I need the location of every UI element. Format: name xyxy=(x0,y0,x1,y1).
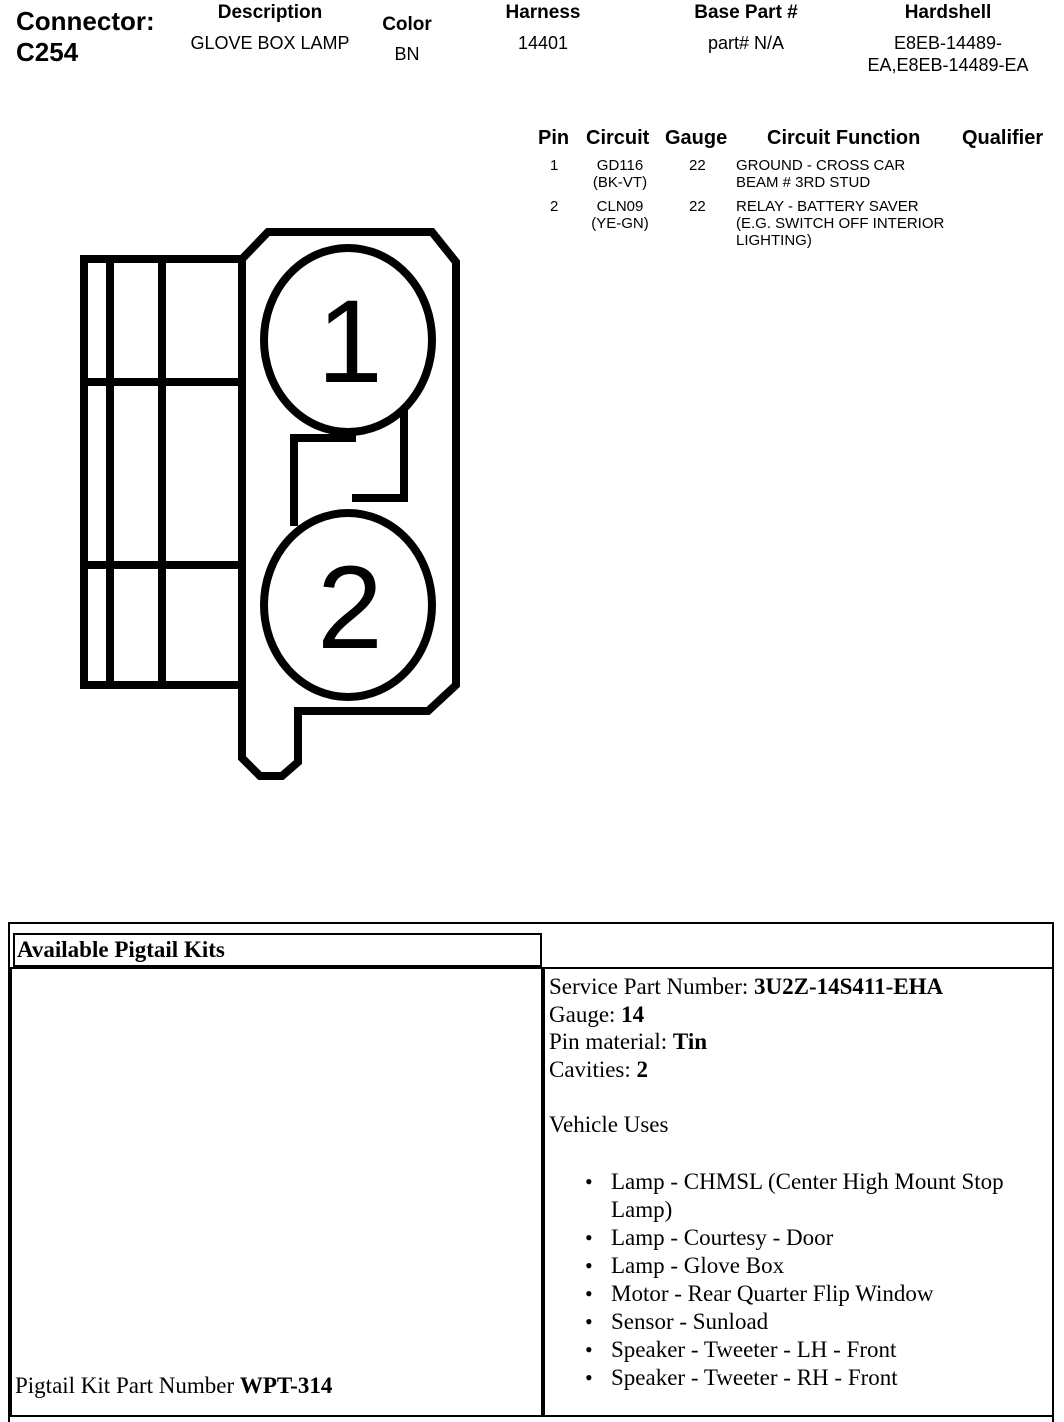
pigtail-image-cell xyxy=(10,967,543,1417)
connector-id: C254 xyxy=(16,37,79,67)
hardshell-value xyxy=(840,32,1056,76)
pin-material-label: Pin material: xyxy=(549,1029,673,1054)
qualifier-col-header: Qualifier xyxy=(962,127,1044,149)
connector-diagram xyxy=(0,0,470,790)
cavities-value: 2 xyxy=(636,1057,649,1082)
kit-label: Pigtail Kit Part Number xyxy=(15,1373,240,1398)
row1-function-line: GROUND - CROSS CAR xyxy=(736,157,906,174)
description-header: Description xyxy=(217,2,323,23)
pin-material-value: Tin xyxy=(672,1029,708,1054)
gauge-col-header: Gauge xyxy=(665,127,728,149)
function-col-header: Circuit Function xyxy=(767,127,921,149)
circuit-col-header: Circuit xyxy=(586,127,650,149)
description-value: GLOVE BOX LAMP xyxy=(190,33,350,53)
harness-header: Harness xyxy=(505,2,581,23)
row1-pin: 1 xyxy=(550,157,559,174)
pin-col-header: Pin xyxy=(538,127,570,149)
hardshell-header: Hardshell xyxy=(904,2,992,23)
pigtail-title-cell xyxy=(13,933,542,967)
row2-function xyxy=(736,198,944,249)
row1-circuit xyxy=(578,157,662,191)
row2-circuit xyxy=(578,198,662,232)
hardshell-line-2: EA,E8EB-14489-EA xyxy=(867,55,1029,75)
pin-material xyxy=(549,1028,707,1056)
row1-function-line: BEAM # 3RD STUD xyxy=(736,174,871,191)
pigtail-title: Available Pigtail Kits xyxy=(17,937,225,962)
color-header: Color xyxy=(382,14,432,35)
pigtail-kit-number xyxy=(15,1373,332,1399)
kit-number: WPT-314 xyxy=(239,1373,333,1398)
row2-pin: 2 xyxy=(550,198,559,215)
row2-function-line: (E.G. SWITCH OFF INTERIOR xyxy=(736,215,945,232)
list-item: • Speaker - Tweeter - LH - Front xyxy=(585,1336,1055,1364)
vehicle-uses-heading: Vehicle Uses xyxy=(549,1112,669,1137)
base-part-header: Base Part # xyxy=(694,2,798,23)
gauge-label: Gauge: xyxy=(549,1002,622,1027)
row2-circuit-color: (YE-GN) xyxy=(591,215,649,232)
gauge-value: 14 xyxy=(621,1002,645,1027)
row1-circuit-code: GD116 xyxy=(596,157,644,174)
cavities-label: Cavities: xyxy=(549,1057,637,1082)
list-item: • Lamp - Glove Box xyxy=(585,1252,1055,1280)
color-value: BN xyxy=(394,44,420,64)
pin-1-label: 1 xyxy=(317,276,383,408)
service-label: Service Part Number: xyxy=(549,974,755,999)
pin-2-label: 2 xyxy=(317,542,383,674)
row1-function xyxy=(736,157,905,191)
list-item: • Speaker - Tweeter - RH - Front xyxy=(585,1364,1055,1392)
vehicle-uses-list xyxy=(585,1168,1055,1392)
list-item: • Sensor - Sunload xyxy=(585,1308,1055,1336)
base-part-value: part# N/A xyxy=(707,33,785,53)
connector-label: Connector: xyxy=(16,6,155,36)
service-part-number xyxy=(549,973,943,1001)
list-item: • Motor - Rear Quarter Flip Window xyxy=(585,1280,1055,1308)
harness-value: 14401 xyxy=(517,33,569,53)
row1-gauge: 22 xyxy=(689,157,706,174)
row2-gauge: 22 xyxy=(689,198,706,215)
hardshell-line-1: E8EB-14489- xyxy=(893,33,1003,53)
row2-circuit-code: CLN09 xyxy=(596,198,644,215)
list-item: • Lamp - CHMSL (Center High Mount Stop Lamp) xyxy=(585,1168,1055,1224)
row2-function-line: LIGHTING) xyxy=(736,232,812,249)
row1-circuit-color: (BK-VT) xyxy=(592,174,648,191)
cavities xyxy=(549,1056,648,1084)
list-item: • Lamp - Courtesy - Door xyxy=(585,1224,1055,1252)
service-number: 3U2Z-14S411-EHA xyxy=(754,974,944,999)
pigtail-gauge xyxy=(549,1001,644,1029)
row2-function-line: RELAY - BATTERY SAVER xyxy=(736,198,919,215)
